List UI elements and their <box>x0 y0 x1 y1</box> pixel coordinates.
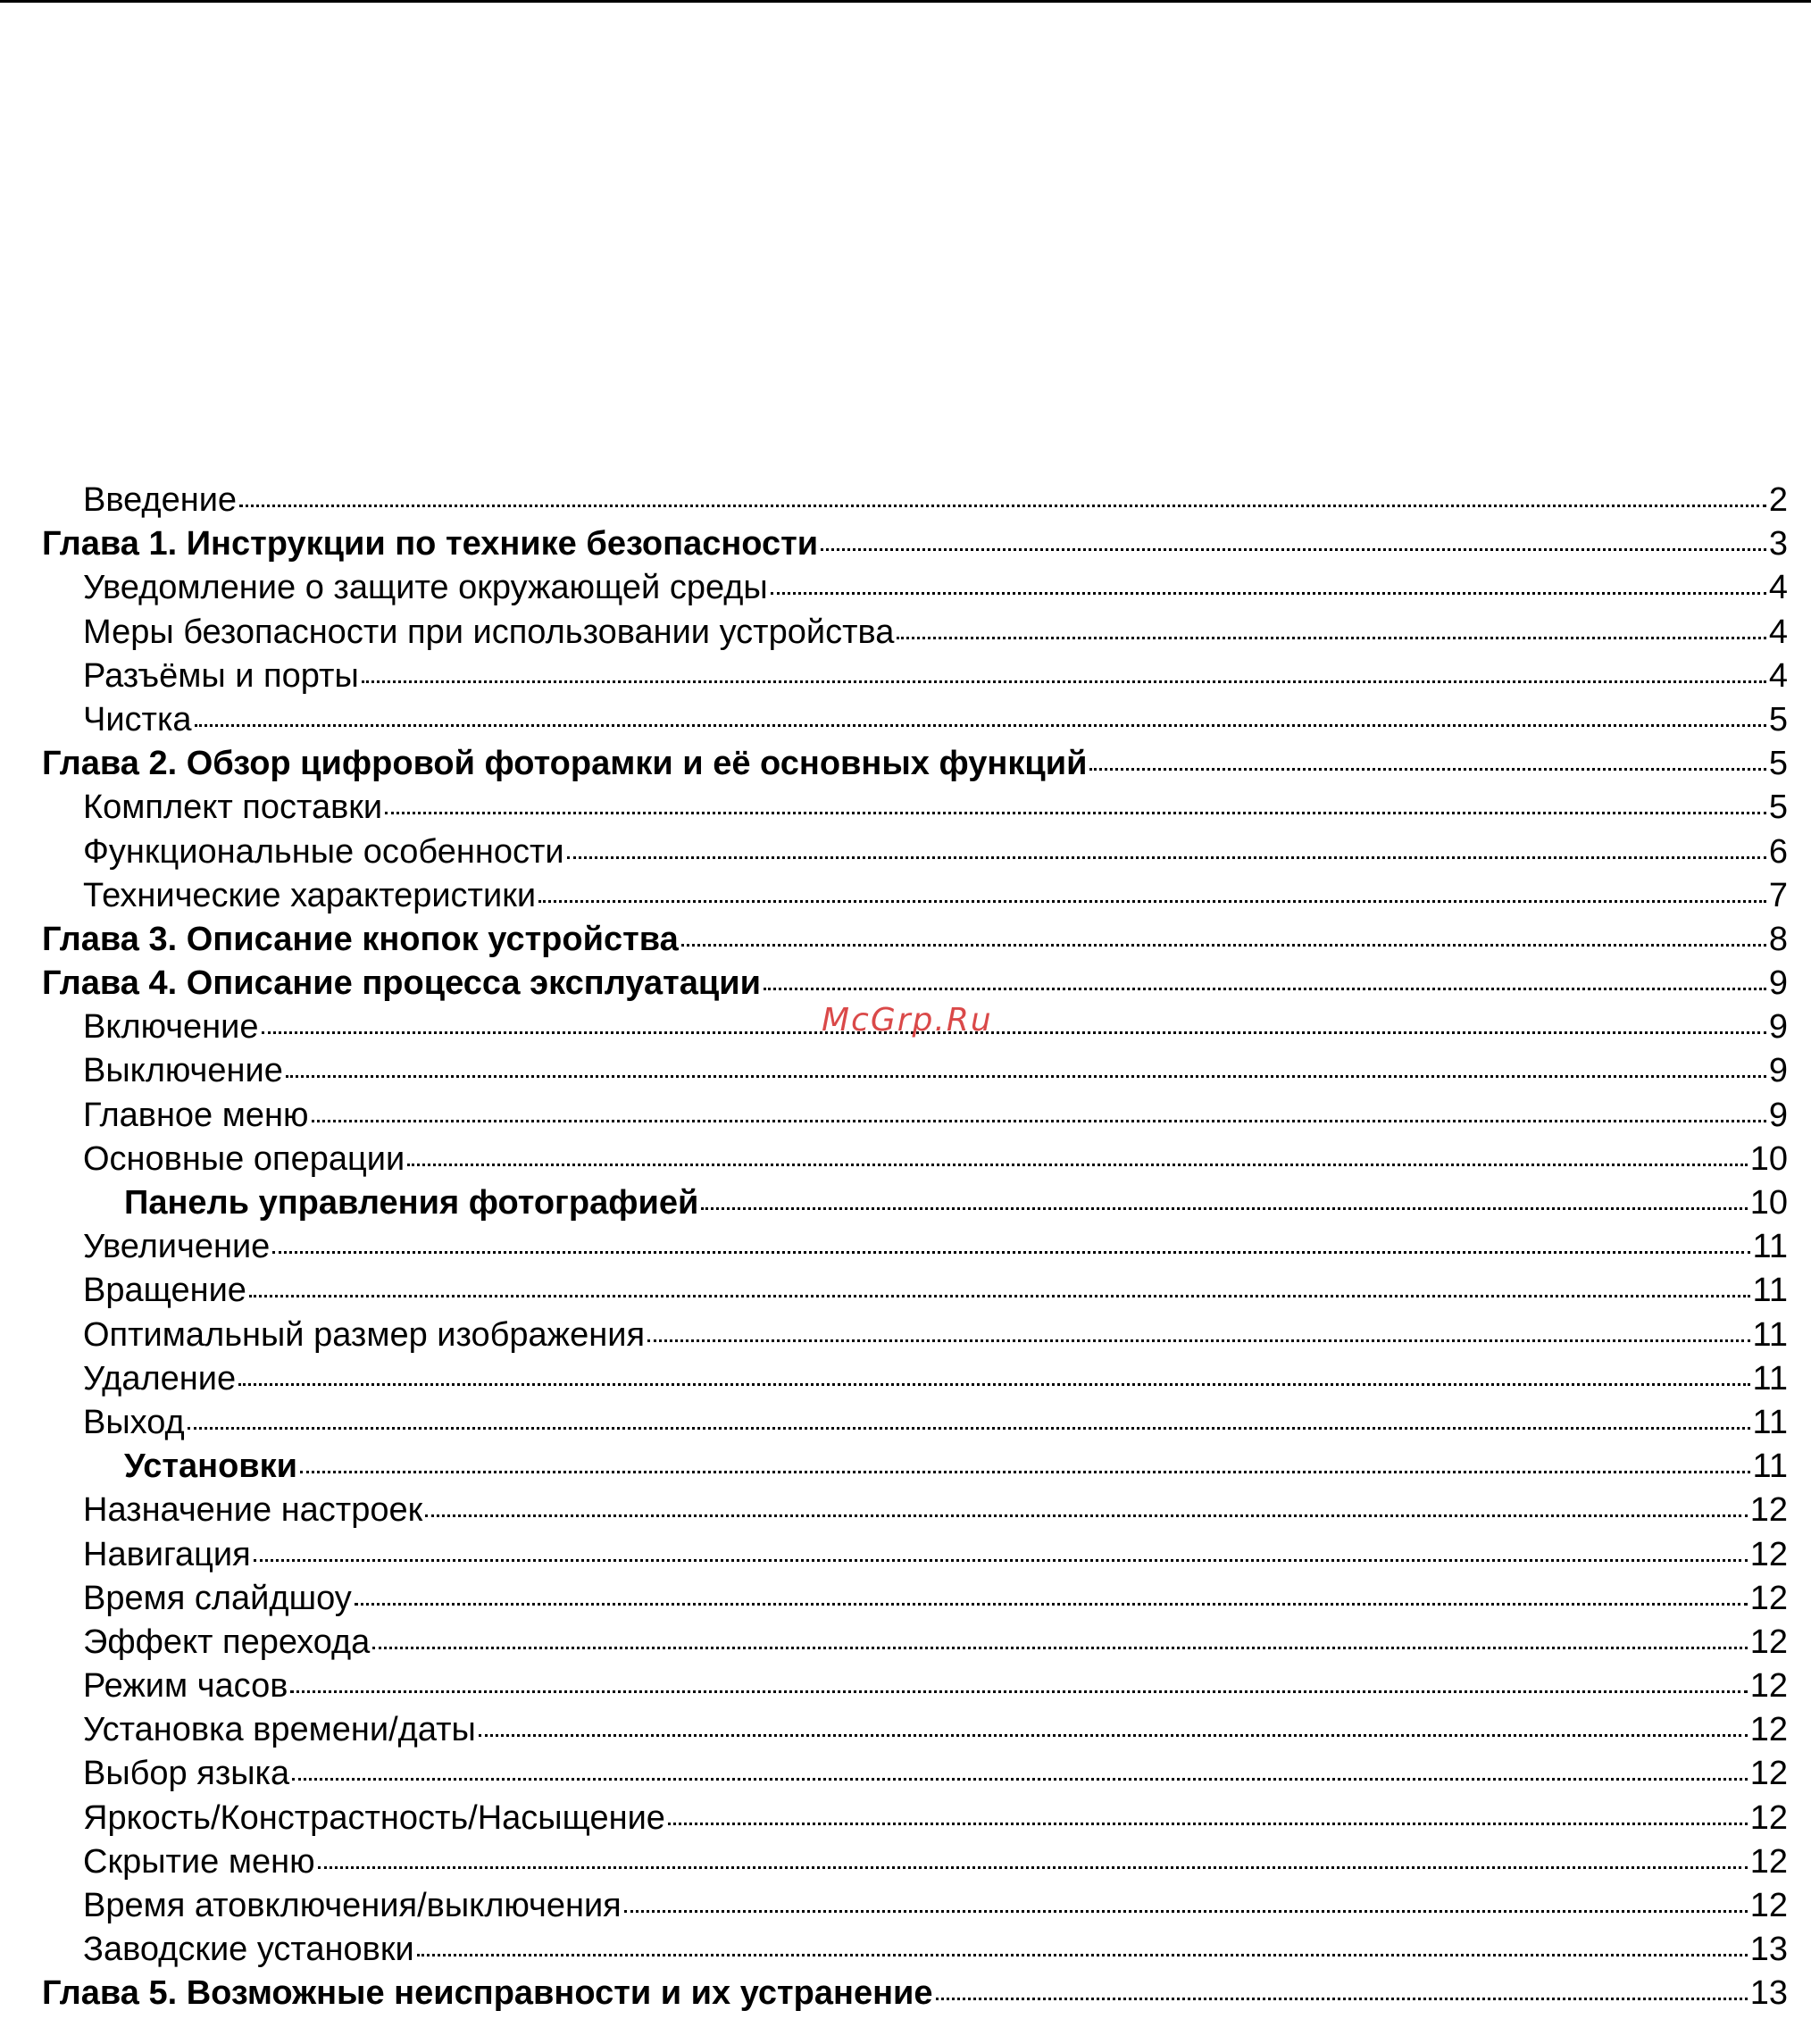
toc-page-number: 11 <box>1752 1359 1788 1397</box>
toc-dot-leader <box>567 856 1766 859</box>
toc-entry-title: Технические характеристики <box>83 876 537 914</box>
toc-dot-leader <box>897 637 1765 639</box>
toc-dot-leader <box>300 1471 1750 1473</box>
toc-dot-leader <box>385 812 1766 814</box>
toc-section-entry[interactable] <box>42 1797 1788 1840</box>
toc-dot-leader <box>355 1603 1748 1606</box>
toc-section-entry[interactable] <box>42 1094 1788 1138</box>
toc-entry-title: Глава 5. Возможные неисправности и их устранение <box>42 1974 933 2013</box>
toc-section-entry[interactable] <box>42 479 1788 522</box>
toc-chapter-entry[interactable] <box>42 918 1788 962</box>
toc-entry-title: Режим часов <box>83 1667 288 1706</box>
toc-chapter-entry[interactable] <box>42 742 1788 786</box>
toc-dot-leader <box>417 1954 1748 1956</box>
toc-entry-title: Назначение настроек <box>83 1491 423 1530</box>
toc-section-entry[interactable] <box>42 698 1788 742</box>
toc-entry-title: Глава 1. Инструкции по технике безопасности <box>42 525 819 563</box>
toc-page-number: 5 <box>1768 788 1788 827</box>
toc-section-entry[interactable] <box>42 1138 1788 1181</box>
toc-page-number: 10 <box>1749 1184 1788 1222</box>
toc-entry-title: Глава 3. Описание кнопок устройства <box>42 920 679 958</box>
toc-entry-title: Установки <box>124 1447 298 1486</box>
toc-page-number: 11 <box>1752 1447 1788 1486</box>
toc-page-number: 11 <box>1752 1403 1788 1441</box>
toc-entry-title: Яркость/Констрастность/Насыщение <box>83 1798 665 1837</box>
toc-dot-leader <box>262 1031 1766 1034</box>
toc-page-number: 10 <box>1749 1139 1788 1178</box>
toc-entry-title: Включение <box>83 1008 259 1047</box>
toc-entry-title: Основные операции <box>83 1139 405 1178</box>
toc-page-number: 9 <box>1768 1096 1788 1134</box>
toc-dot-leader <box>272 1251 1749 1254</box>
toc-chapter-entry[interactable] <box>42 1972 1788 2015</box>
toc-page-number: 11 <box>1752 1272 1788 1310</box>
toc-dot-leader <box>407 1164 1748 1166</box>
toc-dot-leader <box>1089 768 1765 771</box>
toc-section-entry[interactable] <box>42 1884 1788 1928</box>
toc-entry-title: Установка времени/даты <box>83 1711 476 1749</box>
toc-dot-leader <box>764 988 1766 990</box>
toc-page-number: 9 <box>1768 1052 1788 1090</box>
toc-entry-title: Глава 2. Обзор цифровой фоторамки и её основных функций <box>42 745 1088 783</box>
toc-section-entry[interactable] <box>42 1225 1788 1269</box>
toc-section-entry[interactable] <box>42 1752 1788 1796</box>
toc-chapter-entry[interactable] <box>42 522 1788 566</box>
toc-section-entry[interactable] <box>42 1401 1788 1445</box>
toc-entry-title: Оптимальный размер изображения <box>83 1315 646 1354</box>
toc-page-number: 5 <box>1768 745 1788 783</box>
toc-dot-leader <box>701 1207 1747 1210</box>
toc-dot-leader <box>362 680 1766 683</box>
toc-dot-leader <box>290 1690 1747 1693</box>
toc-page-number: 12 <box>1749 1579 1788 1617</box>
toc-section-entry[interactable] <box>42 655 1788 698</box>
toc-page-number: 11 <box>1752 1228 1788 1266</box>
toc-section-entry[interactable] <box>42 566 1788 610</box>
toc-page-number: 2 <box>1768 481 1788 519</box>
toc-page-number: 9 <box>1768 964 1788 1003</box>
toc-dot-leader <box>372 1647 1747 1649</box>
toc-section-entry[interactable] <box>42 1577 1788 1621</box>
toc-dot-leader <box>538 900 1766 903</box>
toc-dot-leader <box>821 548 1766 551</box>
toc-entry-title: Время атовключения/выключения <box>83 1887 622 1924</box>
toc-page-number: 4 <box>1768 656 1788 695</box>
toc-dot-leader <box>479 1734 1748 1737</box>
toc-section-entry[interactable] <box>42 1314 1788 1357</box>
toc-page-number: 12 <box>1749 1755 1788 1793</box>
toc-entry-title: Эффект перехода <box>83 1623 371 1661</box>
toc-page-number: 9 <box>1768 1008 1788 1047</box>
toc-entry-title: Скрытие меню <box>83 1842 315 1881</box>
toc-page-number: 12 <box>1749 1491 1788 1530</box>
toc-page-number: 12 <box>1749 1798 1788 1837</box>
toc-dot-leader <box>239 505 1766 507</box>
toc-page-number: 4 <box>1768 613 1788 651</box>
toc-section-entry[interactable] <box>42 1621 1788 1664</box>
toc-entry-title: Увеличение <box>83 1228 271 1266</box>
toc-entry-title: Глава 4. Описание процесса эксплуатации <box>42 964 761 1003</box>
top-rule <box>0 0 1811 3</box>
toc-entry-title: Время слайдшоу <box>83 1579 352 1617</box>
toc-section-entry[interactable] <box>42 1533 1788 1577</box>
toc-page-number: 11 <box>1752 1315 1788 1354</box>
toc-dot-leader <box>936 1998 1748 2000</box>
toc-entry-title: Панель управления фотографией <box>124 1184 699 1222</box>
toc-dot-leader <box>624 1910 1748 1913</box>
toc-page-number: 4 <box>1768 569 1788 607</box>
toc-section-entry[interactable] <box>42 611 1788 655</box>
toc-entry-title: Удаление <box>83 1359 237 1397</box>
toc-section-entry[interactable] <box>42 1489 1788 1532</box>
toc-dot-leader <box>249 1295 1750 1297</box>
toc-section-entry[interactable] <box>42 1664 1788 1708</box>
toc-subsection-entry[interactable] <box>42 1181 1788 1225</box>
toc-section-entry[interactable] <box>42 1840 1788 1884</box>
toc-entry-title: Заводские установки <box>83 1931 414 1969</box>
toc-section-entry[interactable] <box>42 1049 1788 1093</box>
toc-dot-leader <box>195 724 1766 727</box>
toc-page-number: 13 <box>1749 1931 1788 1969</box>
toc-page-number: 12 <box>1749 1535 1788 1573</box>
toc-dot-leader <box>292 1778 1748 1781</box>
toc-section-entry[interactable] <box>42 1357 1788 1401</box>
toc-entry-title: Введение <box>83 481 238 519</box>
toc-page-number: 5 <box>1768 700 1788 738</box>
toc-section-entry[interactable] <box>42 1708 1788 1752</box>
toc-entry-title: Комплект поставки <box>83 788 383 827</box>
toc-entry-title: Вращение <box>83 1272 246 1310</box>
toc-section-entry[interactable] <box>42 786 1788 830</box>
toc-entry-title: Уведомление о защите окружающей среды <box>83 569 768 607</box>
toc-dot-leader <box>238 1383 1749 1386</box>
toc-entry-title: Разъёмы и порты <box>83 656 359 695</box>
toc-dot-leader <box>668 1823 1748 1825</box>
toc-page-number: 8 <box>1768 920 1788 958</box>
toc-entry-title: Главное меню <box>83 1096 309 1134</box>
toc-dot-leader <box>425 1514 1747 1517</box>
toc-section-entry[interactable] <box>42 1928 1788 1972</box>
toc-entry-title: Выход <box>83 1403 185 1441</box>
toc-page-number: 12 <box>1749 1667 1788 1706</box>
toc-dot-leader <box>312 1120 1766 1122</box>
toc-dot-leader <box>254 1559 1748 1562</box>
toc-subsection-entry[interactable] <box>42 1445 1788 1489</box>
toc-entry-title: Навигация <box>83 1535 251 1573</box>
toc-dot-leader <box>188 1427 1750 1430</box>
toc-page-number: 13 <box>1749 1974 1788 2013</box>
toc-dot-leader <box>647 1339 1750 1342</box>
toc-section-entry[interactable] <box>42 1269 1788 1313</box>
toc-page-number: 7 <box>1768 876 1788 914</box>
watermark: McGrp.Ru <box>822 1002 993 1039</box>
toc-dot-leader <box>771 592 1766 595</box>
toc-page-number: 12 <box>1749 1887 1788 1924</box>
toc-chapter-entry[interactable] <box>42 962 1788 1005</box>
toc-section-entry[interactable] <box>42 830 1788 874</box>
toc-dot-leader <box>286 1075 1766 1078</box>
table-of-contents <box>42 479 1788 2016</box>
toc-entry-title: Функциональные особенности <box>83 832 564 871</box>
toc-entry-title: Выключение <box>83 1052 283 1090</box>
toc-entry-title: Выбор языка <box>83 1755 290 1793</box>
toc-dot-leader <box>318 1866 1748 1869</box>
toc-page-number: 12 <box>1749 1711 1788 1749</box>
toc-page-number: 12 <box>1749 1842 1788 1881</box>
toc-page-number: 3 <box>1768 525 1788 563</box>
toc-entry-title: Меры безопасности при использовании устройства <box>83 613 895 651</box>
toc-page-number: 12 <box>1749 1623 1788 1661</box>
toc-section-entry[interactable] <box>42 874 1788 918</box>
toc-entry-title: Чистка <box>83 700 192 738</box>
toc-dot-leader <box>681 944 1766 947</box>
toc-page-number: 6 <box>1768 832 1788 871</box>
